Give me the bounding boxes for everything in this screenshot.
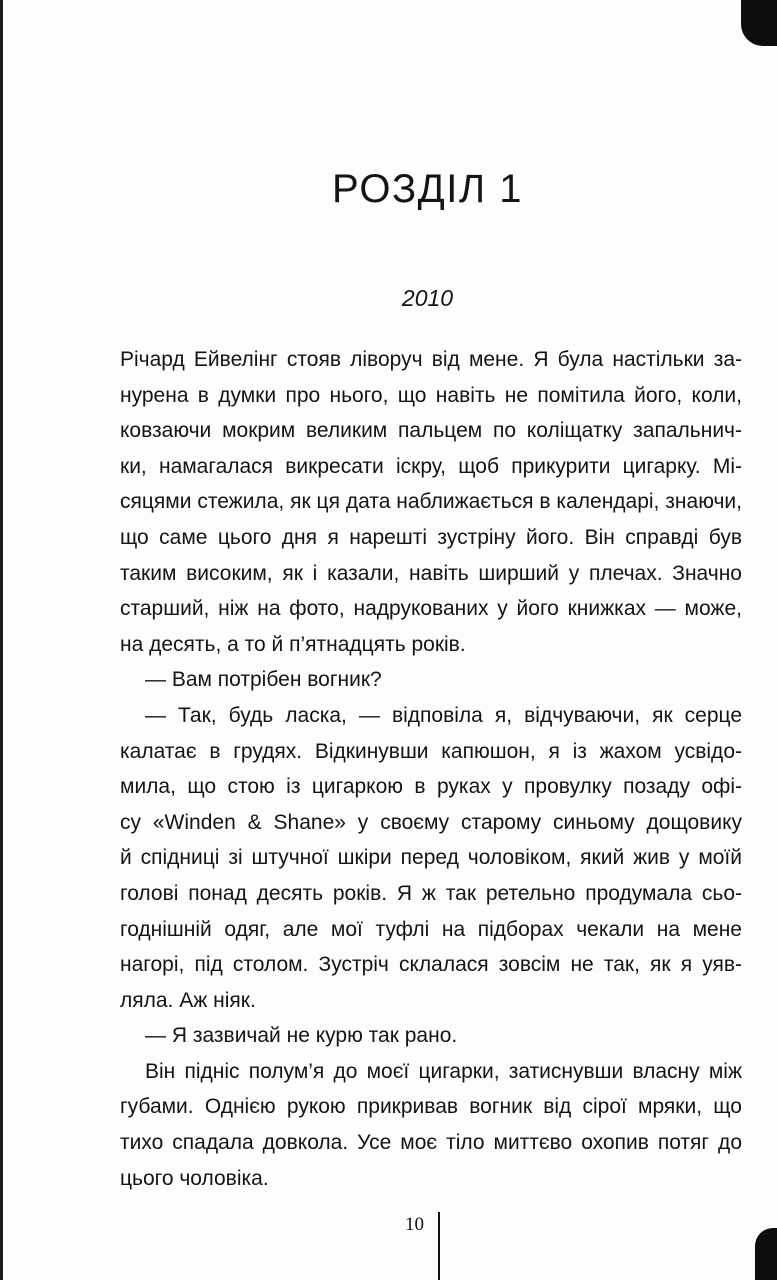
text-line: таким високим, як і казали, навіть ширший у плечах. Значно <box>120 561 742 585</box>
body-text <box>120 342 742 1196</box>
text-line: нагорі, під столом. Зустріч склалася зовсім не так, як я уяв- <box>120 953 742 977</box>
text-line: годнішній одяг, але мої туфлі на підборах чекали на мене <box>120 917 742 941</box>
chapter-year: 2010 <box>401 285 454 311</box>
text-line: Він підніс полум’я до моєї цигарки, затиснувши власну між <box>145 1059 742 1083</box>
text-line: й спідниці зі штучної шкіри перед чоловіком, який жив у моїй <box>120 846 742 870</box>
text-line: — Я зазвичай не курю так рано. <box>145 1024 458 1048</box>
paragraph <box>120 342 742 662</box>
text-line: ляла. Аж ніяк. <box>120 988 256 1012</box>
text-line: на десять, а то й п’ятнадцять років. <box>120 632 466 656</box>
page-corner-top-right <box>741 0 777 46</box>
text-line: Річард Ейвелінг стояв ліворуч від мене. Я була настільки за- <box>120 348 742 371</box>
text-line: ковзаючи мокрим великим пальцем по коліщатку запальнич- <box>120 419 742 443</box>
text-line: тихо спадала довкола. Усе моє тіло миттєво охопив потяг до <box>120 1131 742 1155</box>
text-line: су «Winden & Shane» у своєму старому синьому дощовику <box>120 810 742 834</box>
text-line: — Так, будь ласка, — відповіла я, відчуваючи, як серце <box>145 703 742 727</box>
text-line: що саме цього дня я нарешті зустріну його. Він справді був <box>120 525 742 549</box>
text-line: губами. Однією рукою прикривав вогник від сірої мряки, що <box>120 1095 742 1119</box>
paragraph <box>120 1018 742 1054</box>
page-number-rule <box>438 1212 440 1280</box>
text-line: цього чоловіка. <box>120 1166 269 1190</box>
text-line: ки, намагалася викресати іскру, щоб прикурити цигарку. Мі- <box>120 454 742 478</box>
text-line: голові понад десять років. Я ж так ретельно продумала сьо- <box>120 881 742 905</box>
paragraph <box>120 1054 742 1196</box>
page-number: 10 <box>405 1214 424 1235</box>
paragraph <box>120 698 742 1018</box>
text-line: сяцями стежила, як ця дата наближається в календарі, знаючи, <box>120 490 742 514</box>
text-line: мила, що стою із цигаркою в руках у провулку позаду офі- <box>120 775 742 799</box>
page-corner-bottom-right <box>755 1228 777 1280</box>
paragraph <box>120 662 742 698</box>
text-line: калатає в грудях. Відкинувши капюшон, я із жахом усвідо- <box>120 739 742 763</box>
text-line: нурена в думки про нього, що навіть не помітила його, коли, <box>120 383 742 407</box>
text-line: старший, ніж на фото, надрукованих у його книжках — може, <box>120 597 742 621</box>
chapter-title: РОЗДІЛ 1 <box>332 167 523 211</box>
text-line: — Вам потрібен вогник? <box>145 668 382 692</box>
